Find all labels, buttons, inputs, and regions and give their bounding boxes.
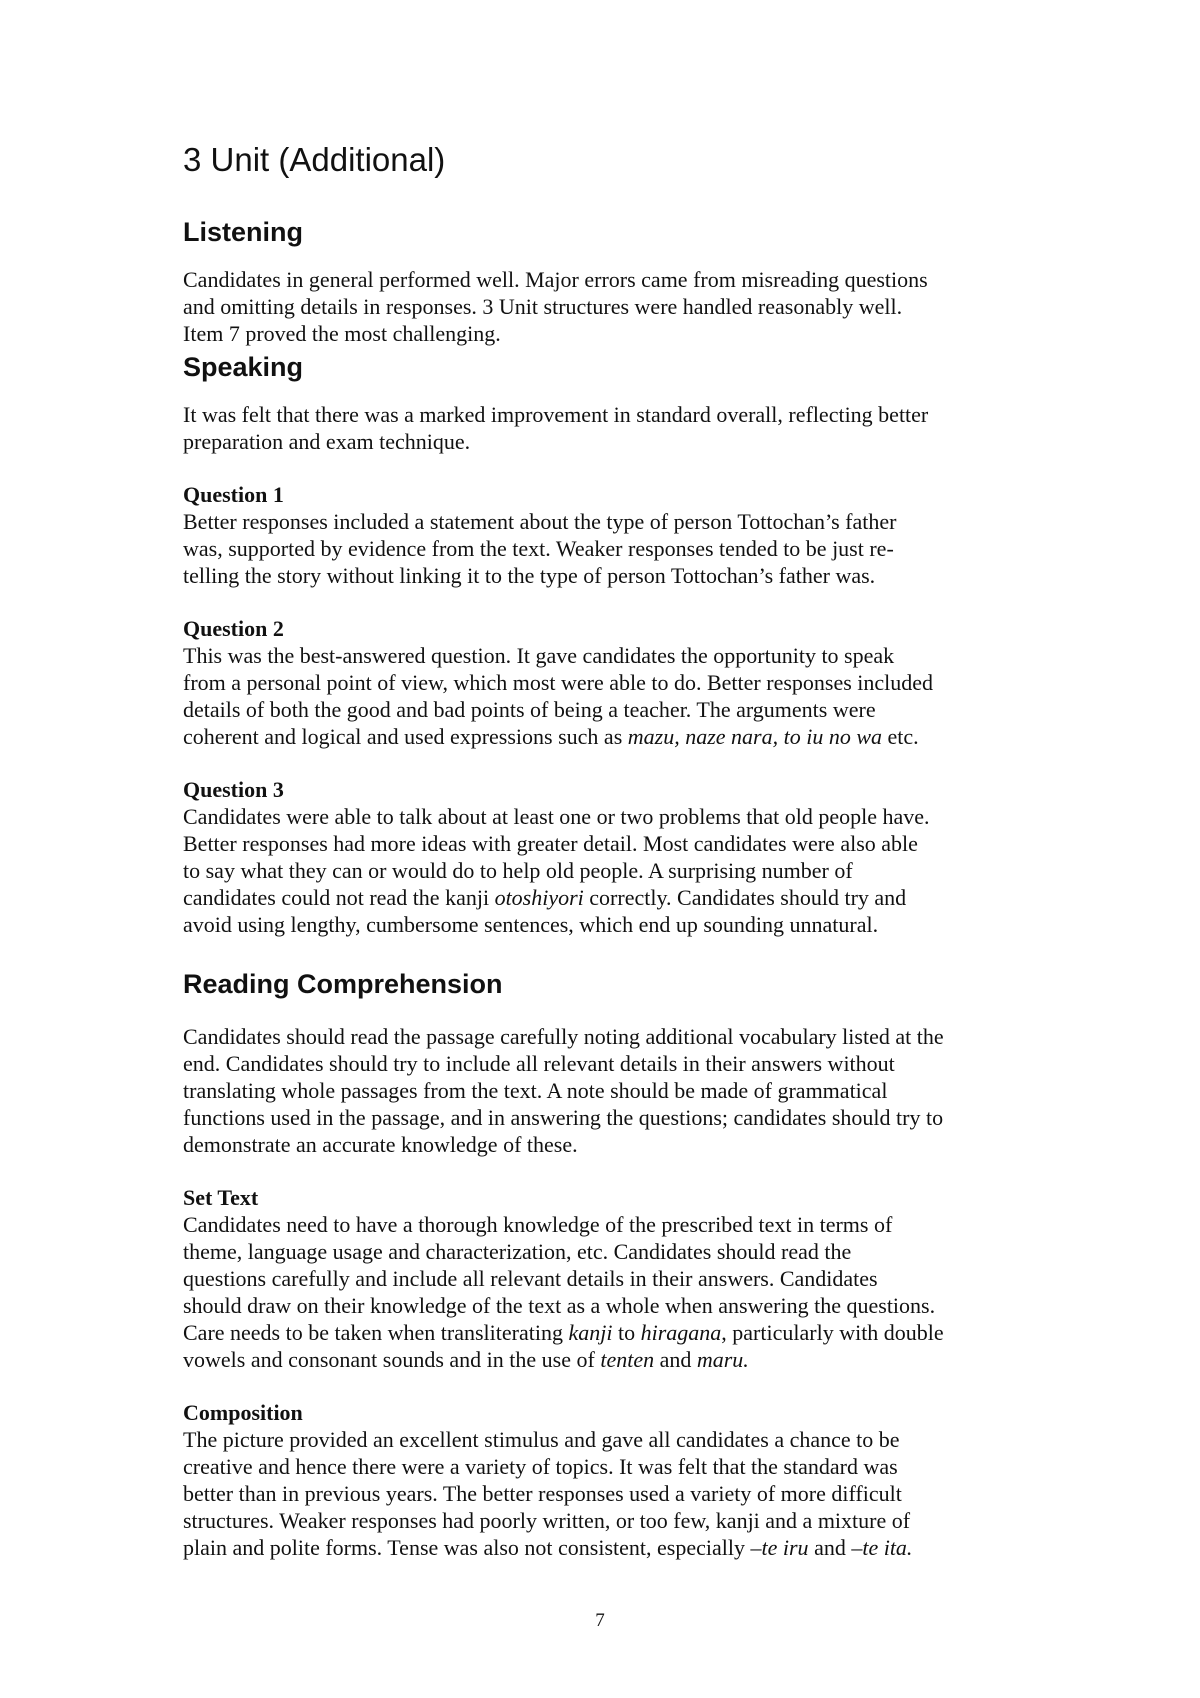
composition-line5-b: and	[808, 1534, 852, 1560]
question-1-heading: Question 1	[183, 482, 284, 508]
speaking-intro	[183, 401, 1043, 455]
composition-te-iru: –te iru	[750, 1534, 809, 1560]
composition-heading: Composition	[183, 1399, 303, 1425]
set-text-line5-a: Care needs to be taken when transliterating	[183, 1319, 569, 1345]
listening-paragraph	[183, 266, 1043, 347]
set-text-line6-a: vowels and consonant sounds and in the use of	[183, 1346, 601, 1372]
page-content	[183, 140, 1043, 1561]
question-3-line: Candidates were able to talk about at least one or two problems that old people have.	[183, 804, 930, 830]
composition-line: better than in previous years. The better responses used a variety of more difficult	[183, 1480, 902, 1506]
composition-line: structures. Weaker responses had poorly written, or too few, kanji and a mixture of	[183, 1507, 911, 1533]
reading-heading: Reading Comprehension	[183, 969, 503, 1000]
set-text-line: Candidates need to have a thorough knowledge of the prescribed text in terms of	[183, 1211, 893, 1237]
set-text-line	[183, 1319, 1043, 1346]
set-text-heading: Set Text	[183, 1184, 259, 1210]
question-1-paragraph	[183, 508, 1043, 589]
question-3-line4-pre: candidates could not read the kanji	[183, 885, 495, 911]
reading-paragraph	[183, 1023, 1043, 1158]
question-3-line: to say what they can or would do to help old people. A surprising number of	[183, 858, 853, 884]
question-1-line: was, supported by evidence from the text. Weaker responses tended to be just re-	[183, 536, 894, 562]
page-title: 3 Unit (Additional)	[183, 141, 446, 178]
set-text-hiragana: hiragana	[640, 1319, 722, 1345]
composition-line: The picture provided an excellent stimulus and gave all candidates a chance to be	[183, 1426, 900, 1452]
composition-block	[183, 1399, 1043, 1561]
listening-line: Item 7 proved the most challenging.	[183, 320, 501, 346]
question-2-block	[183, 615, 1043, 750]
set-text-line	[183, 1346, 1043, 1373]
composition-line5-a: plain and polite forms. Tense was also not consistent, especially	[183, 1534, 751, 1560]
set-text-line: theme, language usage and characterization, etc. Candidates should read the	[183, 1238, 852, 1264]
question-2-line: details of both the good and bad points of being a teacher. The arguments were	[183, 697, 876, 723]
question-2-last-post: etc.	[882, 724, 919, 750]
listening-line: Candidates in general performed well. Major errors came from misreading questions	[183, 266, 928, 292]
question-3-paragraph	[183, 803, 1043, 938]
reading-line: end. Candidates should try to include all relevant details in their answers without	[183, 1050, 895, 1076]
listening-line: and omitting details in responses. 3 Unit structures were handled reasonably well.	[183, 293, 903, 319]
question-2-expressions: mazu, naze nara, to iu no wa	[627, 724, 883, 750]
set-text-maru: maru.	[696, 1346, 749, 1372]
question-3-line4-post: correctly. Candidates should try and	[583, 885, 907, 911]
composition-te-ita: –te ita.	[851, 1534, 913, 1560]
speaking-intro-line: It was felt that there was a marked improvement in standard overall, reflecting better	[183, 402, 929, 428]
question-3-otoshiyori: otoshiyori	[494, 885, 584, 911]
set-text-line5-c: , particularly with double	[721, 1319, 944, 1345]
question-2-line	[183, 723, 1043, 750]
question-2-line: This was the best-answered question. It gave candidates the opportunity to speak	[183, 643, 895, 669]
set-text-block	[183, 1184, 1043, 1373]
set-text-line: questions carefully and include all relevant details in their answers. Candidates	[183, 1265, 878, 1291]
composition-line	[183, 1534, 1043, 1561]
question-3-line: Better responses had more ideas with greater detail. Most candidates were also able	[183, 831, 918, 857]
composition-paragraph	[183, 1426, 1043, 1561]
question-2-paragraph	[183, 642, 1043, 750]
reading-line: functions used in the passage, and in answering the questions; candidates should try to	[183, 1104, 944, 1130]
composition-line: creative and hence there were a variety of topics. It was felt that the standard was	[183, 1453, 898, 1479]
question-3-block	[183, 776, 1043, 938]
question-2-last-pre: coherent and logical and used expressions such as	[183, 724, 628, 750]
reading-line: translating whole passages from the text. A note should be made of grammatical	[183, 1077, 888, 1103]
speaking-heading: Speaking	[183, 351, 304, 382]
set-text-line5-b: to	[612, 1319, 641, 1345]
question-3-line: avoid using lengthy, cumbersome sentences, which end up sounding unnatural.	[183, 912, 879, 938]
question-2-line: from a personal point of view, which most were able to do. Better responses included	[183, 670, 934, 696]
question-1-line: Better responses included a statement about the type of person Tottochan’s father	[183, 509, 897, 535]
set-text-kanji: kanji	[568, 1319, 613, 1345]
set-text-tenten: tenten	[600, 1346, 655, 1372]
speaking-intro-line: preparation and exam technique.	[183, 429, 471, 455]
question-2-heading: Question 2	[183, 616, 284, 642]
reading-line: demonstrate an accurate knowledge of these.	[183, 1131, 578, 1157]
reading-line: Candidates should read the passage carefully noting additional vocabulary listed at the	[183, 1023, 944, 1049]
set-text-line6-b: and	[654, 1346, 697, 1372]
question-1-line: telling the story without linking it to the type of person Tottochan’s father was.	[183, 563, 876, 589]
listening-heading: Listening	[183, 216, 303, 247]
question-3-heading: Question 3	[183, 777, 284, 803]
question-1-block	[183, 481, 1043, 589]
question-3-line	[183, 884, 1043, 911]
page-number: 7	[595, 1610, 605, 1631]
set-text-line: should draw on their knowledge of the text as a whole when answering the questions.	[183, 1292, 936, 1318]
set-text-paragraph	[183, 1211, 1043, 1373]
